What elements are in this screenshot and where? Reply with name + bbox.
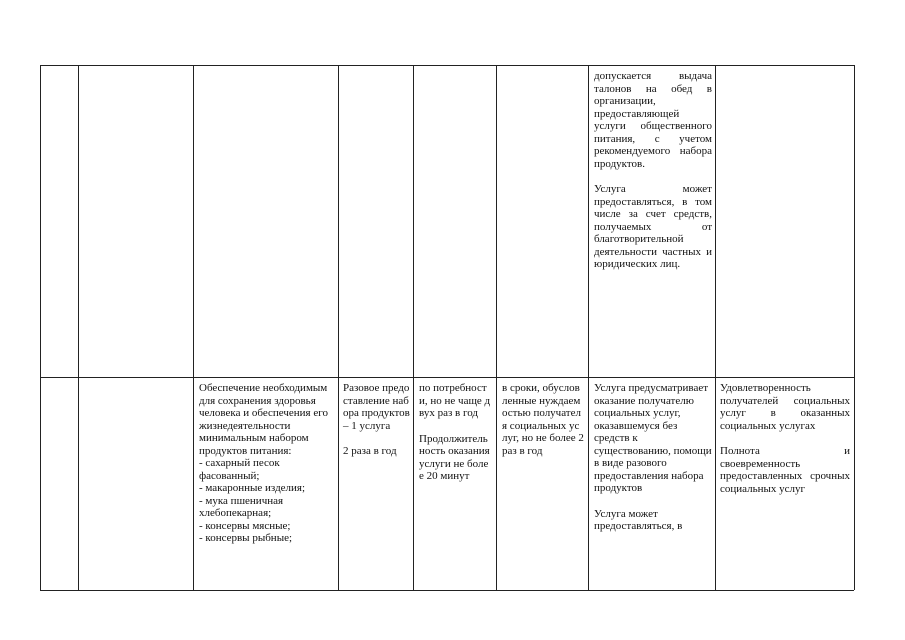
terms-text: в сроки, обусловленные нуждаемостью получателя социальных услуг, но не более 2 раз в год <box>502 382 584 457</box>
service-name-cell <box>199 382 335 545</box>
column-border <box>715 65 716 590</box>
column-border <box>78 65 79 590</box>
evaluation-completeness: Полнота и своевременность предоставленных срочных социальных услуг <box>720 445 850 495</box>
column-border <box>854 65 855 590</box>
list-item: - консервы рыбные; <box>199 532 293 544</box>
list-item: - макаронные изделия; <box>199 482 306 494</box>
service-name: Обеспечение необходимым для сохранения здоровья человека и обеспечения его жизнедеятельности минимальным набором продуктов питания: <box>199 382 328 457</box>
evaluation-cell <box>720 382 850 495</box>
table-top-border <box>40 65 854 66</box>
column-border <box>413 65 414 590</box>
table-bottom-border <box>40 590 854 591</box>
row1-description-paragraph: допускается выдача талонов на обед в организации, предоставляющей услуги общественного питания, с учетом рекомендуемого набора продуктов. <box>594 70 712 170</box>
row1-description-paragraph: Услуга может предоставляться, в том числе за счет средств, получаемых от благотворительной деятельности частных и юридических лиц. <box>594 183 712 270</box>
evaluation-satisfaction: Удовлетворенность получателей социальных услуг в оказанных социальных услугах <box>720 382 850 432</box>
list-item: - сахарный песок фасованный; <box>199 457 280 482</box>
volume-cell <box>343 382 411 458</box>
product-list <box>199 457 335 545</box>
volume-text: Разовое предоставление набора продуктов – 1 услуга <box>343 382 410 432</box>
terms-cell <box>502 382 584 457</box>
volume-frequency: 2 раза в год <box>343 445 397 457</box>
row2-description-paragraph: Услуга предусматривает оказание получателю социальных услуг, оказавшемуся без средств к существованию, помощи в виде разового предоставления набора продуктов <box>594 382 712 494</box>
column-border <box>40 65 41 590</box>
duration-cell <box>419 382 493 483</box>
column-border <box>588 65 589 590</box>
row1-description-cell <box>594 70 712 271</box>
duration-frequency: по потребности, но не чаще двух раз в год <box>419 382 491 419</box>
column-border <box>496 65 497 590</box>
column-border <box>338 65 339 590</box>
list-item: - мука пшеничная хлебопекарная; <box>199 494 284 519</box>
column-border <box>193 65 194 590</box>
list-item: - консервы мясные; <box>199 519 291 532</box>
row2-description-cell <box>594 382 712 533</box>
row2-description-paragraph: Услуга может предоставляться, в <box>594 507 683 532</box>
row-divider <box>40 377 854 378</box>
duration-length: Продолжительность оказания услуги не более 20 минут <box>419 432 490 482</box>
